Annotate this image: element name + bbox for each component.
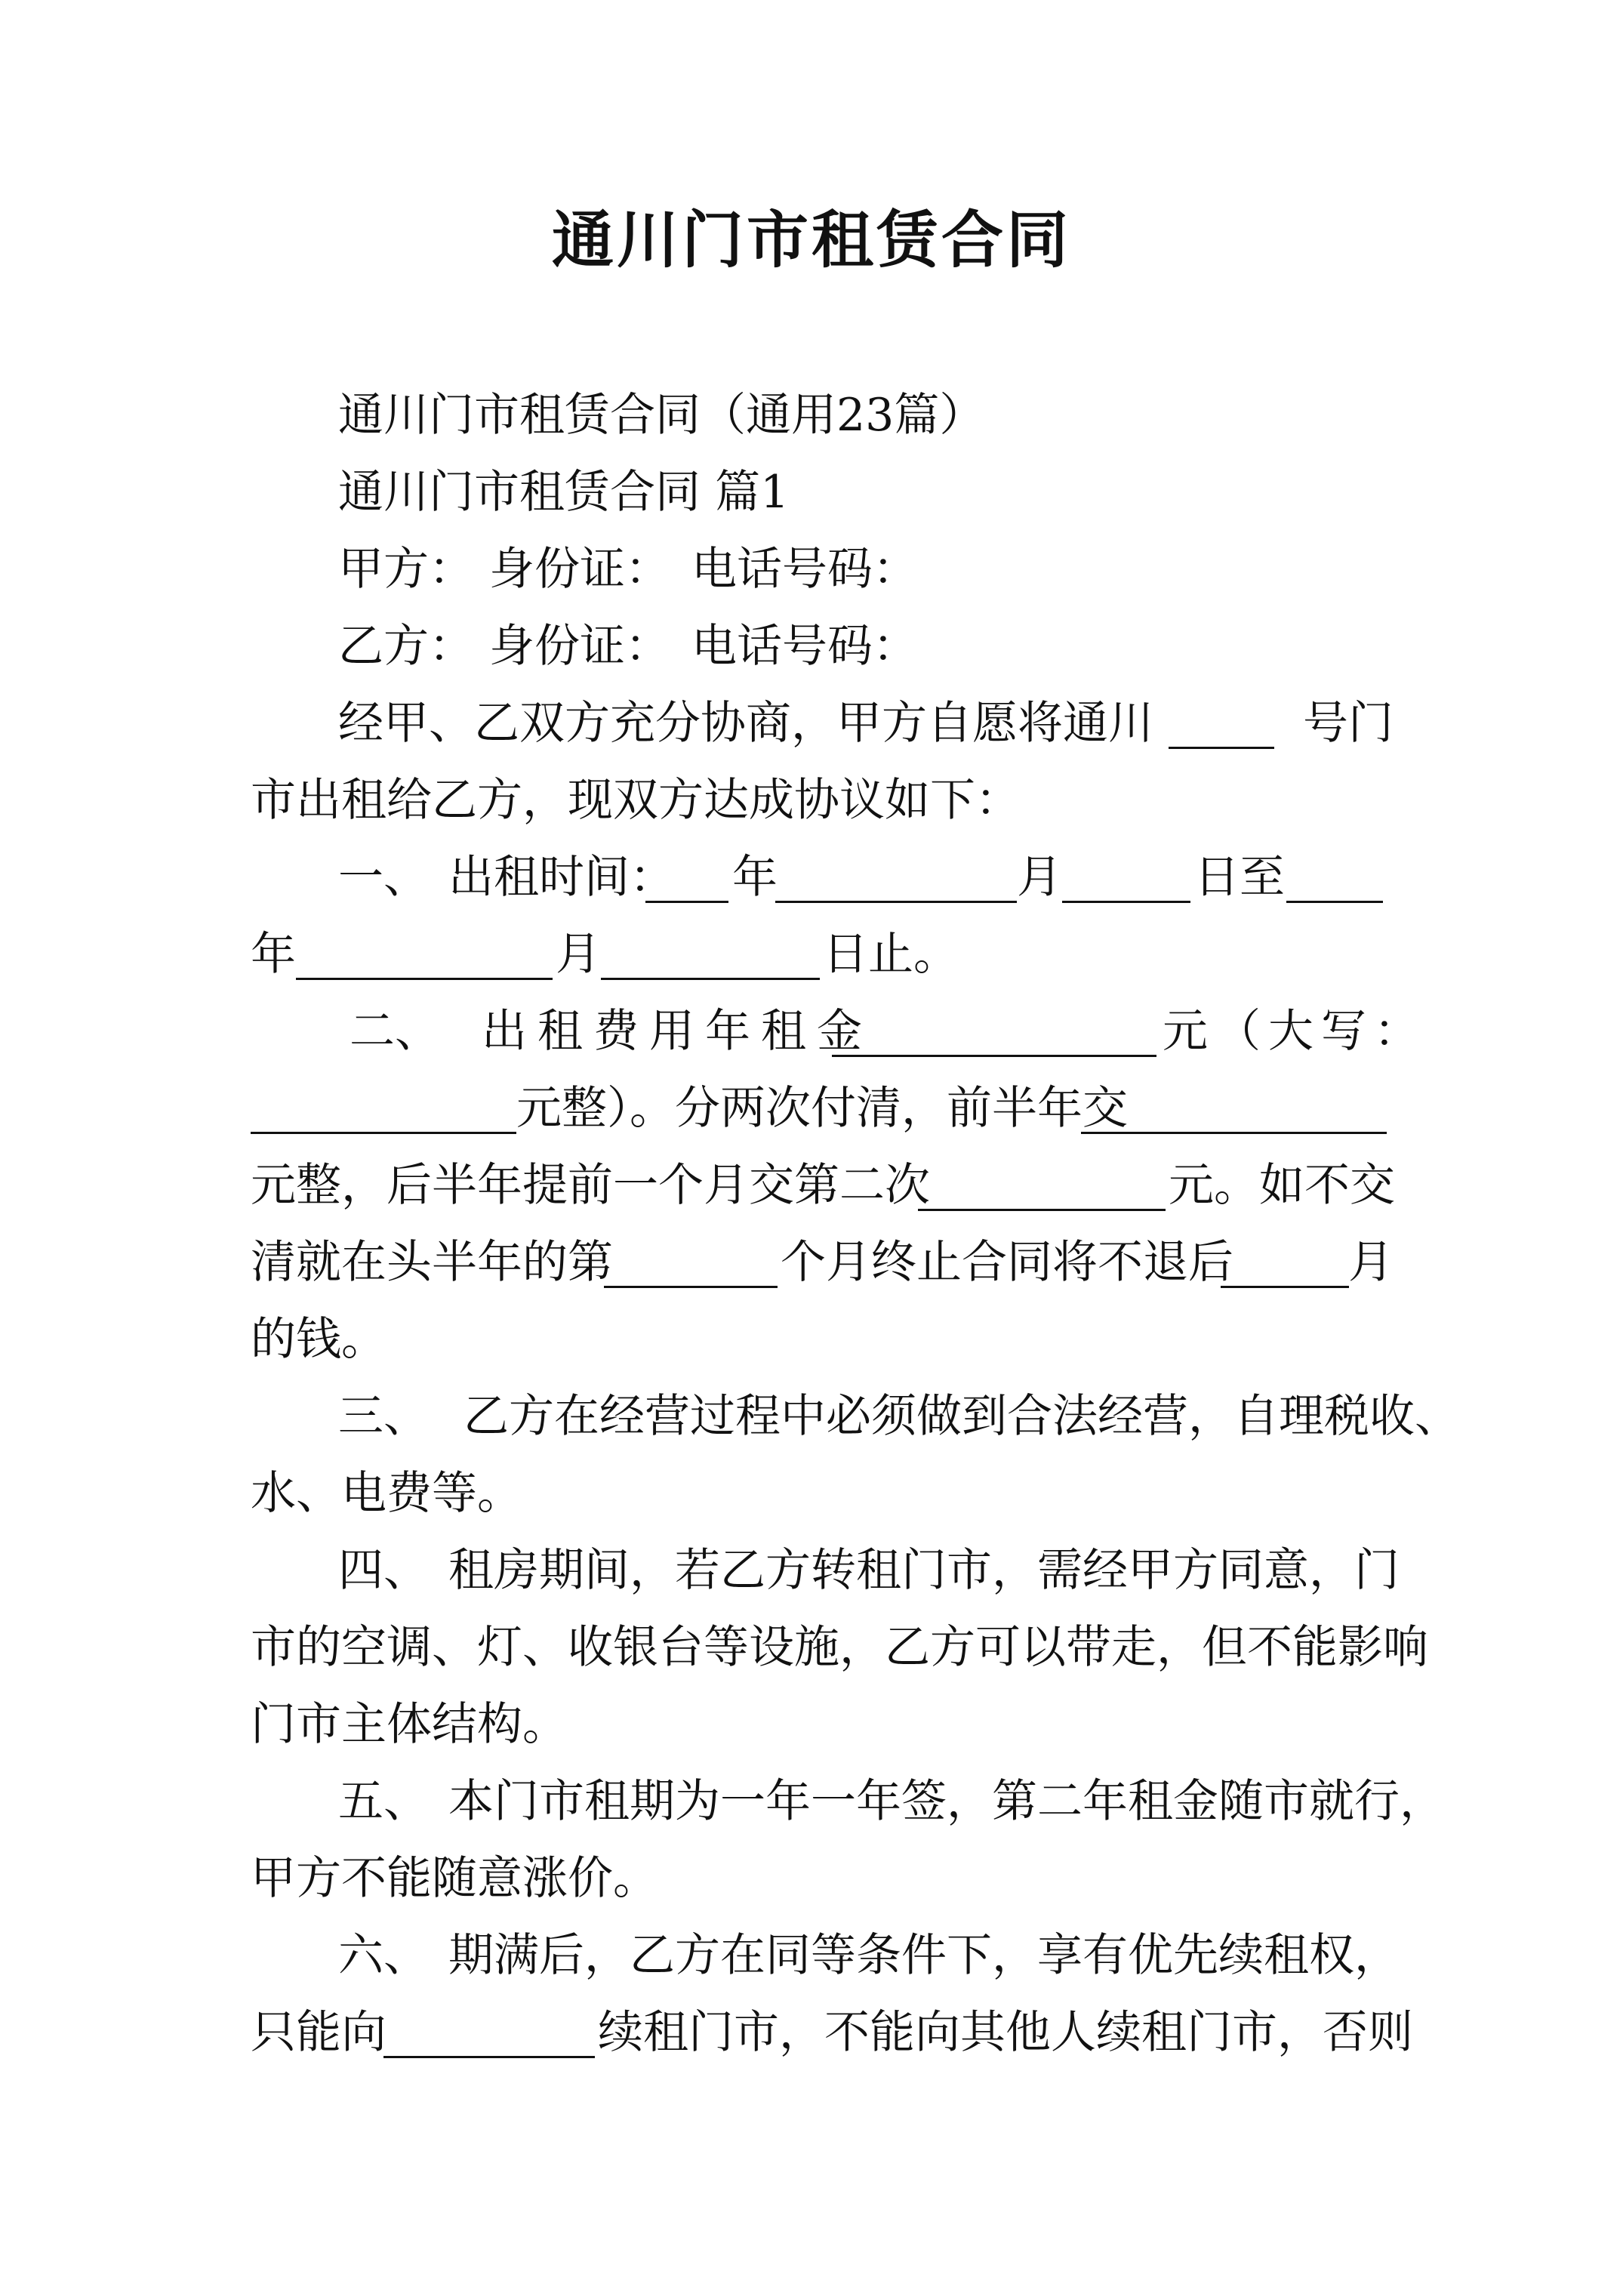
text-segment: 水、电费等。 xyxy=(251,1467,522,1520)
clause-number: 一、 xyxy=(338,851,429,904)
clause-5-line xyxy=(0,1837,1623,1920)
clause-1-line xyxy=(0,913,1623,996)
party-b-line xyxy=(0,605,1623,688)
phone-label: 电话号码： xyxy=(691,620,918,673)
text-segment: 期满后，乙方在同等条件下，享有优先续租权， xyxy=(448,1929,1400,1982)
clause-4-line xyxy=(0,1683,1623,1766)
text-segment: 乙方在经营过程中必须做到合法经营，自理税收、 xyxy=(463,1390,1460,1443)
text-segment: 只能向 xyxy=(251,2006,387,2059)
text-segment: 元。如不交 xyxy=(1169,1159,1395,1212)
text-segment: 个月终止合同将不退后 xyxy=(781,1236,1233,1289)
text-segment: 日至 xyxy=(1194,851,1285,904)
text-segment: 通川门市租赁合同 篇1 xyxy=(338,466,790,519)
clause-2-line xyxy=(0,990,1623,1073)
id-card-label: 身份证： xyxy=(489,543,670,596)
fill-blank[interactable] xyxy=(1062,901,1190,903)
clause-2-line xyxy=(0,1144,1623,1227)
fill-blank[interactable] xyxy=(918,1209,1166,1211)
clause-number: 二、 xyxy=(350,1005,440,1058)
text-segment: 元整）。分两次付清，前半年交 xyxy=(516,1082,1128,1135)
party-a-label: 甲方： xyxy=(338,543,474,596)
clause-4-line xyxy=(0,1529,1623,1612)
text-segment: 续租门市，不能向其他人续租门市，否则 xyxy=(598,2006,1413,2059)
text-segment: 门市主体结构。 xyxy=(251,1698,568,1751)
party-a-line xyxy=(0,528,1623,611)
fill-blank[interactable] xyxy=(832,1055,1156,1057)
document-title: 通川门市租赁合同 xyxy=(551,204,1071,276)
text-segment: 租房期间，若乙方转租门市，需经甲方同意，门 xyxy=(448,1544,1400,1597)
clause-2-line xyxy=(0,1221,1623,1304)
section-heading-line xyxy=(0,451,1623,534)
text-segment: 元（大写： xyxy=(1163,1005,1427,1058)
subtitle-line xyxy=(0,374,1623,457)
fill-blank[interactable] xyxy=(296,978,553,980)
clause-6-line xyxy=(0,1991,1623,2074)
fill-blank[interactable] xyxy=(251,1132,516,1134)
text-segment: 年 xyxy=(732,851,778,904)
clause-4-line xyxy=(0,1606,1623,1689)
clause-2-line xyxy=(0,1298,1623,1381)
clause-number: 六、 xyxy=(338,1929,429,1982)
text-segment: 日止。 xyxy=(823,928,959,981)
fill-blank[interactable] xyxy=(383,2056,595,2058)
fill-blank[interactable] xyxy=(1169,747,1274,749)
id-card-label: 身份证： xyxy=(489,620,670,673)
fill-blank[interactable] xyxy=(645,901,728,903)
text-segment: 元整，后半年提前一个月交第二次 xyxy=(251,1159,930,1212)
text-segment: 甲方不能随意涨价。 xyxy=(251,1852,658,1905)
clause-number: 三、 xyxy=(338,1390,429,1443)
text-segment: 月 xyxy=(1017,851,1062,904)
clause-5-line xyxy=(0,1760,1623,1843)
fill-blank[interactable] xyxy=(775,901,1017,903)
text-segment: 出租时间： xyxy=(448,851,675,904)
clause-6-line xyxy=(0,1914,1623,1997)
clause-3-line xyxy=(0,1375,1623,1458)
text-segment: 月 xyxy=(1348,1236,1394,1289)
clause-1-line xyxy=(0,836,1623,919)
text-segment: 的钱。 xyxy=(251,1313,387,1366)
fill-blank[interactable] xyxy=(1286,901,1383,903)
paragraph-line xyxy=(0,759,1623,842)
fill-blank[interactable] xyxy=(604,1286,778,1288)
text-segment: 市的空调、灯、收银台等设施，乙方可以带走，但不能影响 xyxy=(251,1621,1428,1674)
clause-number: 五、 xyxy=(338,1775,429,1828)
clause-3-line xyxy=(0,1452,1623,1535)
fill-blank[interactable] xyxy=(1221,1286,1349,1288)
text-segment: 月 xyxy=(556,928,601,981)
fill-blank[interactable] xyxy=(1081,1132,1387,1134)
text-segment: 号门 xyxy=(1303,697,1394,750)
text-segment: 通川门市租赁合同（通用23篇） xyxy=(338,389,985,442)
text-segment: 经甲、乙双方充分协商，甲方自愿将通川 xyxy=(338,697,1153,750)
clause-number: 四、 xyxy=(338,1544,429,1597)
text-segment: 市出租给乙方，现双方达成协议如下： xyxy=(251,774,1021,827)
text-segment: 年 xyxy=(251,928,296,981)
party-b-label: 乙方： xyxy=(338,620,474,673)
fill-blank[interactable] xyxy=(601,978,820,980)
phone-label: 电话号码： xyxy=(691,543,918,596)
paragraph-line xyxy=(0,682,1623,765)
text-segment: 清就在头半年的第 xyxy=(251,1236,613,1289)
text-segment: 出租费用年租金 xyxy=(482,1005,873,1058)
clause-2-line xyxy=(0,1067,1623,1150)
text-segment: 本门市租期为一年一年签，第二年租金随市就行， xyxy=(448,1775,1445,1828)
